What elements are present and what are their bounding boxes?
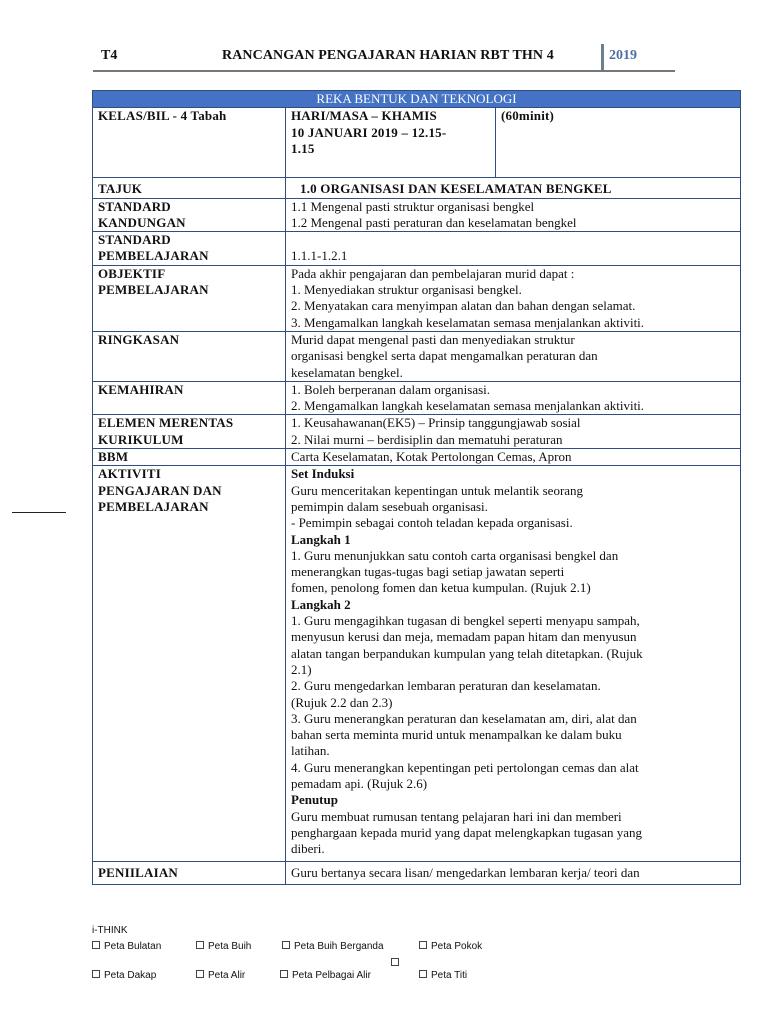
objektif-label-2: PEMBELAJARAN <box>98 282 209 298</box>
aktiviti-line: - Pemimpin sebagai contoh teladan kepada organisasi. <box>291 515 573 531</box>
standard-kandungan-value <box>286 198 741 232</box>
map-label: Peta Bulatan <box>104 941 162 952</box>
aktiviti-line: Guru menceritakan kepentingan untuk melantik seorang <box>291 482 584 498</box>
sk-label-1: STANDARD <box>98 198 171 214</box>
ringkasan-line: organisasi bengkel serta dapat mengamalkan peraturan dan <box>291 348 598 364</box>
aktiviti-line: penghargaan kepada murid yang dapat melengkapkan tugasan yang <box>291 824 642 840</box>
banner-row <box>93 91 741 108</box>
aktiviti-row <box>93 466 741 862</box>
sk-line: 1.2 Mengenal pasti peraturan dan keselamatan bengkel <box>291 214 577 230</box>
map-label: Peta Alir <box>208 970 246 981</box>
standard-pembelajaran-value: 1.1.1-1.2.1 <box>286 232 741 266</box>
aktiviti-line: latihan. <box>291 743 330 759</box>
margin-mark <box>12 512 66 513</box>
map-label: Peta Titi <box>431 970 468 981</box>
map-item[interactable] <box>92 970 156 981</box>
elemen-value <box>286 415 741 449</box>
checkbox-icon <box>280 970 288 978</box>
checkbox-icon <box>92 970 100 978</box>
aktiviti-line: 1. Guru mengagihkan tugasan di bengkel seperti menyapu sampah, <box>291 613 640 629</box>
penilaian-label: PENIILAIAN <box>93 862 286 884</box>
map-label: Peta Buih Berganda <box>294 941 384 952</box>
aktiviti-line: diberi. <box>291 841 325 857</box>
aktiviti-line: pemadam api. (Rujuk 2.6) <box>291 775 428 791</box>
sk-line: 1.1 Mengenal pasti struktur organisasi bengkel <box>291 198 535 214</box>
langkah-2-heading: Langkah 2 <box>291 596 351 612</box>
elemen-label-2: KURIKULUM <box>98 431 184 447</box>
ringkasan-line: Murid dapat mengenal pasti dan menyediakan struktur <box>291 331 575 347</box>
aktiviti-label <box>93 466 286 862</box>
page-header <box>0 0 768 80</box>
checkbox-icon <box>92 941 100 949</box>
standard-kandungan-row <box>93 198 741 232</box>
hari-line-1: HARI/MASA – KHAMIS <box>291 108 437 124</box>
map-label: Peta Buih <box>208 941 252 952</box>
penilaian-value: Guru bertanya secara lisan/ mengedarkan lembaran kerja/ teori dan <box>286 862 741 884</box>
kemahiran-line: 2. Mengamalkan langkah keselamatan semasa menjalankan aktiviti. <box>291 398 645 414</box>
aktiviti-line: menerangkan tugas-tugas bagi setiap jawatan seperti <box>291 564 565 580</box>
elemen-line: 1. Keusahawanan(EK5) – Prinsip tanggungjawab sosial <box>291 415 581 431</box>
bbm-value: Carta Keselamatan, Kotak Pertolongan Cemas, Apron <box>286 449 741 466</box>
subject-banner: REKA BENTUK DAN TEKNOLOGI <box>93 91 741 108</box>
header-code: T4 <box>101 48 118 63</box>
objektif-label <box>93 265 286 331</box>
ringkasan-line: keselamatan bengkel. <box>291 364 403 380</box>
tajuk-row <box>93 178 741 198</box>
map-item[interactable] <box>196 970 245 981</box>
kemahiran-value <box>286 381 741 415</box>
aktiviti-line: (Rujuk 2.2 dan 2.3) <box>291 694 393 710</box>
header-divider <box>601 44 604 70</box>
elemen-label <box>93 415 286 449</box>
aktiviti-label-3: PEMBELAJARAN <box>98 498 209 514</box>
aktiviti-line: 2. Guru mengedarkan lembaran peraturan dan keselamatan. <box>291 678 601 694</box>
map-item[interactable] <box>419 941 482 952</box>
map-label: Peta Dakap <box>104 970 157 981</box>
kemahiran-line: 1. Boleh berperanan dalam organisasi. <box>291 381 491 397</box>
bbm-row <box>93 449 741 466</box>
tajuk-label: TAJUK <box>93 178 286 198</box>
objektif-line: 1. Menyediakan struktur organisasi bengkel. <box>291 282 522 298</box>
kemahiran-row <box>93 381 741 415</box>
duration-cell: (60minit) <box>496 108 741 178</box>
penilaian-row <box>93 862 741 884</box>
ringkasan-row <box>93 331 741 381</box>
standard-pembelajaran-label <box>93 232 286 266</box>
penutup-heading: Penutup <box>291 792 338 808</box>
checkbox-icon <box>419 941 427 949</box>
map-item[interactable] <box>419 970 467 981</box>
map-item[interactable] <box>280 970 371 981</box>
hari-line-3: 1.15 <box>291 140 315 156</box>
kelas-label: KELAS/BIL - 4 Tabah <box>93 108 286 178</box>
map-label: Peta Pelbagai Alir <box>292 970 371 981</box>
objektif-line: 3. Mengamalkan langkah keselamatan semasa menjalankan aktiviti. <box>291 314 645 330</box>
aktiviti-line: 3. Guru menerangkan peraturan dan keselamatan am, diri, alat dan <box>291 710 637 726</box>
sp-label-1: STANDARD <box>98 232 171 248</box>
checkbox-icon <box>196 941 204 949</box>
aktiviti-label-2: PENGAJARAN DAN <box>98 482 222 498</box>
aktiviti-label-1: AKTIVITI <box>98 466 162 482</box>
elemen-line: 2. Nilai murni – berdisiplin dan mematuhi peraturan <box>291 431 563 447</box>
checkbox-icon <box>196 970 204 978</box>
map-item[interactable] <box>92 941 161 952</box>
kelas-row <box>93 108 741 178</box>
map-item[interactable] <box>282 941 384 952</box>
aktiviti-line: 2.1) <box>291 661 312 677</box>
header-year: 2019 <box>609 48 637 63</box>
checkbox-icon <box>282 941 290 949</box>
objektif-label-1: OBJEKTIF <box>98 265 166 281</box>
elemen-label-1: ELEMEN MERENTAS <box>98 415 234 431</box>
map-item[interactable] <box>196 941 251 952</box>
objektif-row <box>93 265 741 331</box>
checkbox-icon <box>391 958 399 966</box>
header-title: RANCANGAN PENGAJARAN HARIAN RBT THN 4 <box>222 48 554 63</box>
set-induksi-heading: Set Induksi <box>291 466 355 482</box>
standard-pembelajaran-row <box>93 232 741 266</box>
header-rule <box>93 70 675 72</box>
objektif-line: Pada akhir pengajaran dan pembelajaran murid dapat : <box>291 265 575 281</box>
aktiviti-line: pemimpin dalam sesebuah organisasi. <box>291 498 488 514</box>
sk-label-2: KANDUNGAN <box>98 214 186 230</box>
objektif-value <box>286 265 741 331</box>
kemahiran-label: KEMAHIRAN <box>93 381 286 415</box>
hari-cell <box>286 108 496 178</box>
aktiviti-line: Guru membuat rumusan tentang pelajaran hari ini dan memberi <box>291 808 622 824</box>
ringkasan-label: RINGKASAN <box>93 331 286 381</box>
lesson-plan-table <box>92 90 741 885</box>
aktiviti-line: 4. Guru menerangkan kepentingan peti pertolongan cemas dan alat <box>291 759 639 775</box>
langkah-1-heading: Langkah 1 <box>291 531 351 547</box>
map-label: Peta Pokok <box>431 941 483 952</box>
ringkasan-value <box>286 331 741 381</box>
checkbox-icon <box>419 970 427 978</box>
bbm-label: BBM <box>93 449 286 466</box>
standard-kandungan-label <box>93 198 286 232</box>
aktiviti-line: bahan serta meminta murid untuk menampalkan ke dalam buku <box>291 727 622 743</box>
hari-line-2: 10 JANUARI 2019 – 12.15- <box>291 124 447 140</box>
elemen-row <box>93 415 741 449</box>
ithink-heading: i-THINK <box>92 925 128 936</box>
aktiviti-line: alatan tangan berpandukan kumpulan yang telah ditetapkan. (Rujuk <box>291 645 643 661</box>
tajuk-value: 1.0 ORGANISASI DAN KESELAMATAN BENGKEL <box>286 178 741 198</box>
aktiviti-line: menyusun kerusi dan meja, memadam papan hitam dan menyusun <box>291 629 637 645</box>
sp-label-2: PEMBELAJARAN <box>98 248 209 264</box>
aktiviti-line: fomen, penolong fomen dan ketua kumpulan. (Rujuk 2.1) <box>291 580 591 596</box>
aktiviti-line: 1. Guru menunjukkan satu contoh carta organisasi bengkel dan <box>291 547 619 563</box>
aktiviti-value <box>286 466 741 862</box>
objektif-line: 2. Menyatakan cara menyimpan alatan dan bahan dengan selamat. <box>291 298 636 314</box>
